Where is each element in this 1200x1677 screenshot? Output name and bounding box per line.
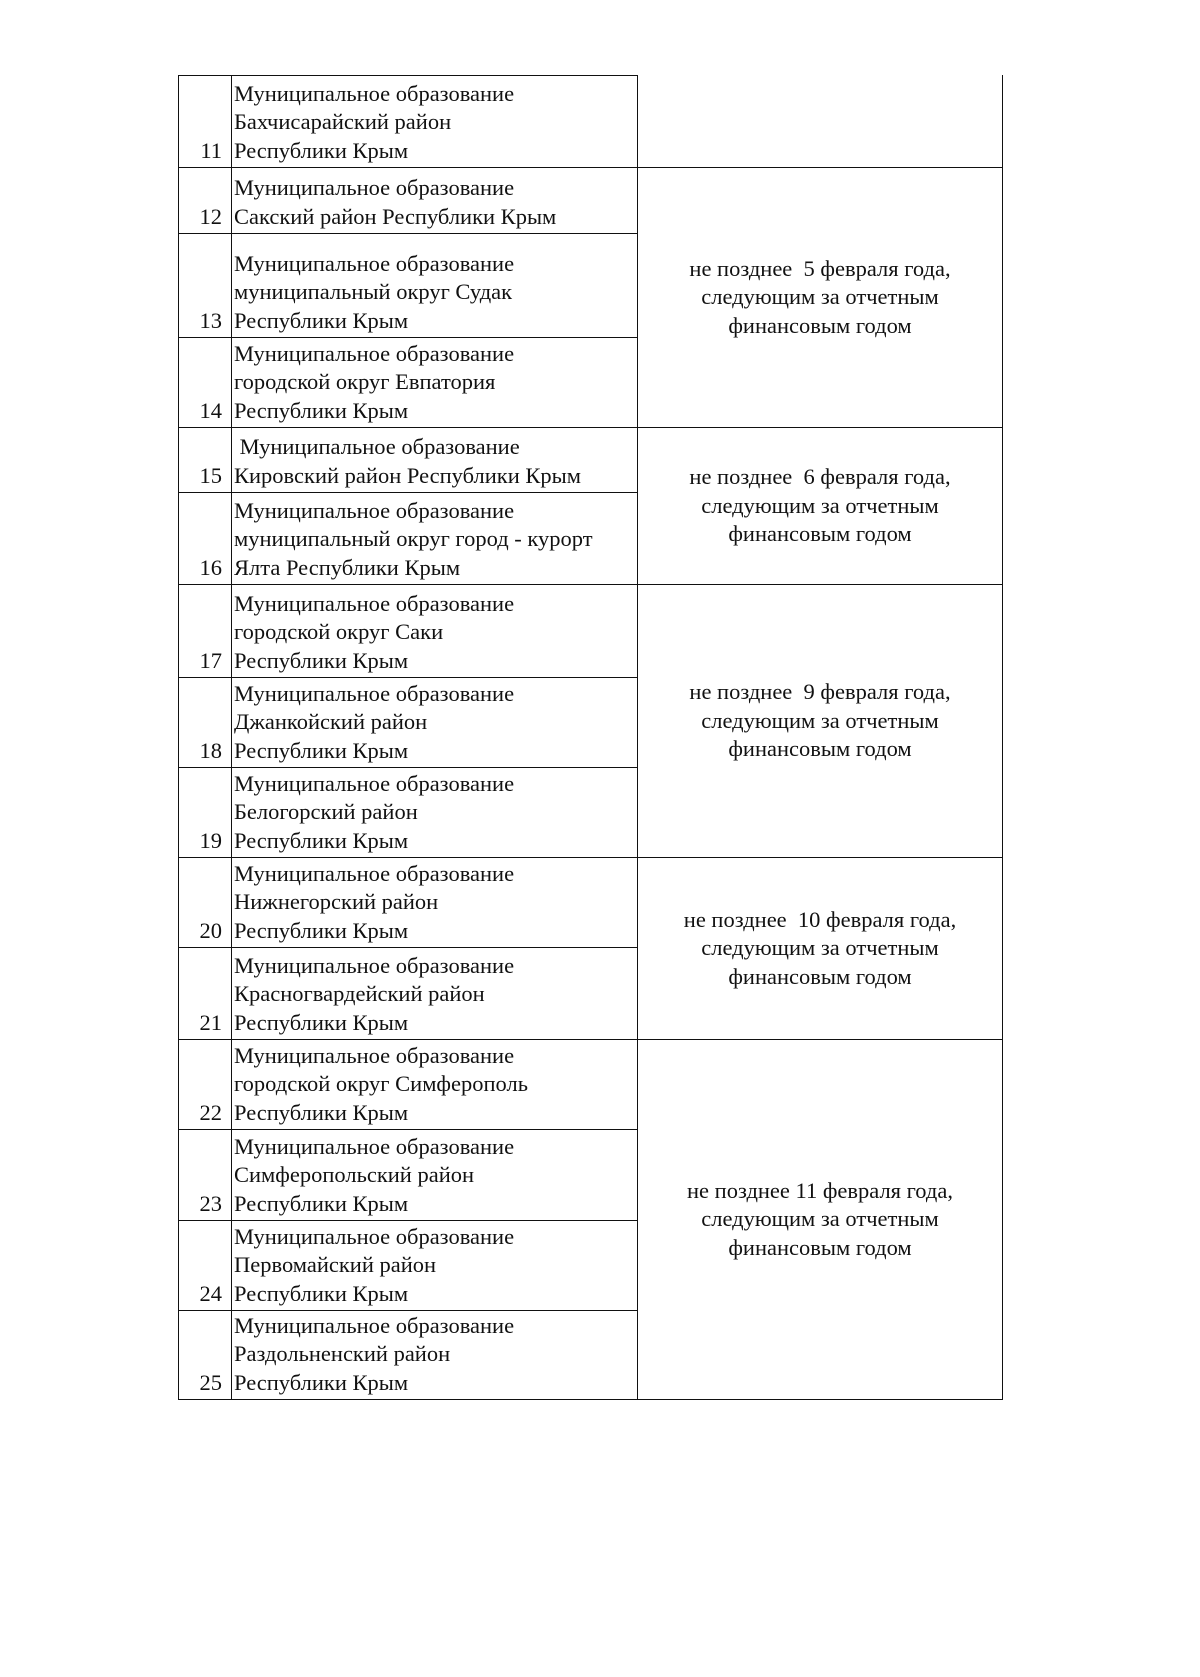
name-line: Республики Крым: [234, 307, 409, 333]
row-number-text: 18: [199, 737, 222, 763]
deadline-cell: [638, 75, 1003, 168]
name-line: городской округ Симферополь: [234, 1071, 528, 1096]
name-line: Муниципальное образование: [234, 1223, 515, 1249]
name-line: Раздольненский район: [234, 1341, 451, 1366]
municipality-name: [232, 1311, 638, 1400]
name-line: Республики Крым: [234, 1190, 409, 1216]
deadline-line: следующим за отчетным: [701, 935, 939, 961]
name-line: Муниципальное образование: [234, 497, 515, 523]
row-number: [178, 234, 232, 338]
name-line: Белогорский район: [234, 799, 418, 824]
name-line: Ялта Республики Крым: [234, 554, 461, 580]
row-number: [178, 948, 232, 1040]
deadline-line: не позднее 10 февраля года,: [683, 906, 957, 932]
deadline-cell: [638, 168, 1003, 428]
row-number-text: 12: [199, 203, 222, 229]
name-line: Республики Крым: [234, 137, 409, 163]
municipality-name: [232, 858, 638, 948]
row-number: [178, 678, 232, 768]
row-number-text: 20: [199, 917, 222, 943]
deadline-line: финансовым годом: [728, 736, 912, 762]
deadline-line: финансовым годом: [728, 521, 912, 547]
name-line: Муниципальное образование: [234, 1133, 515, 1159]
row-number-text: 22: [199, 1099, 222, 1125]
name-line: муниципальный округ Судак: [234, 279, 513, 304]
row-number: [178, 585, 232, 678]
name-line: Республики Крым: [234, 1369, 409, 1395]
name-line: Нижнегорский район: [234, 889, 439, 914]
municipality-name: [232, 948, 638, 1040]
row-number: [178, 1311, 232, 1400]
deadline-cell: [638, 585, 1003, 858]
deadline-line: финансовым годом: [728, 1234, 912, 1260]
row-number-text: 19: [199, 827, 222, 853]
name-line: Республики Крым: [234, 1280, 409, 1306]
row-number-text: 24: [199, 1280, 222, 1306]
deadline-line: следующим за отчетным: [701, 284, 939, 310]
row-number-text: 21: [199, 1009, 222, 1035]
row-number: [178, 428, 232, 493]
row-number: [178, 1221, 232, 1311]
name-line: Муниципальное образование: [234, 1042, 515, 1068]
name-line: Первомайский район: [234, 1252, 437, 1277]
name-line: Муниципальное образование: [234, 1312, 515, 1338]
deadline-line: финансовым годом: [728, 963, 912, 989]
name-line: Республики Крым: [234, 647, 409, 673]
deadline-line: следующим за отчетным: [701, 707, 939, 733]
name-line: Муниципальное образование: [234, 680, 515, 706]
name-line: муниципальный округ город - курорт: [234, 526, 593, 551]
row-number: [178, 493, 232, 585]
row-number-text: 23: [199, 1190, 222, 1216]
municipality-name: [232, 234, 638, 338]
row-number-text: 25: [199, 1369, 222, 1395]
name-line: Кировский район Республики Крым: [234, 462, 581, 488]
deadline-line: финансовым годом: [728, 312, 912, 338]
municipality-name: [232, 768, 638, 858]
row-number-text: 15: [199, 462, 222, 488]
municipality-name: [232, 168, 638, 234]
name-line: Муниципальное образование: [234, 80, 515, 106]
name-line: Муниципальное образование: [234, 250, 515, 276]
name-line: Муниципальное образование: [234, 175, 515, 200]
deadline-line: следующим за отчетным: [701, 1206, 939, 1232]
municipality-name: [232, 338, 638, 428]
name-line: Республики Крым: [234, 917, 409, 943]
name-line: Республики Крым: [234, 737, 409, 763]
row-number: [178, 338, 232, 428]
municipality-name: [232, 428, 638, 493]
row-number: [178, 858, 232, 948]
name-line: Республики Крым: [234, 1009, 409, 1035]
deadline-cell: [638, 428, 1003, 585]
municipality-name: [232, 678, 638, 768]
municipality-name: [232, 75, 638, 168]
name-line: Бахчисарайский район: [234, 109, 452, 134]
row-number-text: 14: [199, 397, 222, 423]
row-number: [178, 768, 232, 858]
row-number-text: 16: [199, 554, 222, 580]
deadline-line: следующим за отчетным: [701, 492, 939, 518]
name-line: Симферопольский район: [234, 1162, 475, 1187]
name-line: Республики Крым: [234, 397, 409, 423]
deadline-line: не позднее 11 февраля года,: [687, 1177, 953, 1203]
name-line: городской округ Евпатория: [234, 369, 496, 394]
municipality-name: [232, 1130, 638, 1221]
row-number: [178, 168, 232, 234]
row-number-text: 11: [200, 137, 222, 163]
deadline-cell: [638, 858, 1003, 1040]
row-number-text: 17: [199, 647, 222, 673]
name-line: Джанкойский район: [234, 709, 428, 734]
name-line: Муниципальное образование: [234, 434, 520, 459]
name-line: Муниципальное образование: [234, 340, 515, 366]
municipality-name: [232, 1221, 638, 1311]
name-line: Муниципальное образование: [234, 770, 515, 796]
name-line: Сакский район Республики Крым: [234, 203, 557, 229]
deadline-line: не позднее 6 февраля года,: [689, 464, 951, 490]
name-line: Республики Крым: [234, 827, 409, 853]
name-line: Муниципальное образование: [234, 952, 515, 978]
deadline-cell: [638, 1040, 1003, 1400]
name-line: Муниципальное образование: [234, 860, 515, 886]
name-line: Муниципальное образование: [234, 590, 515, 616]
row-number: [178, 1040, 232, 1130]
deadline-line: не позднее 5 февраля года,: [689, 255, 951, 281]
name-line: Красногвардейский район: [234, 981, 485, 1006]
name-line: городской округ Саки: [234, 619, 444, 644]
row-number: [178, 75, 232, 168]
municipality-name: [232, 585, 638, 678]
row-number: [178, 1130, 232, 1221]
municipality-name: [232, 493, 638, 585]
name-line: Республики Крым: [234, 1099, 409, 1125]
row-number-text: 13: [199, 307, 222, 333]
deadline-line: не позднее 9 февраля года,: [689, 679, 951, 705]
municipality-name: [232, 1040, 638, 1130]
